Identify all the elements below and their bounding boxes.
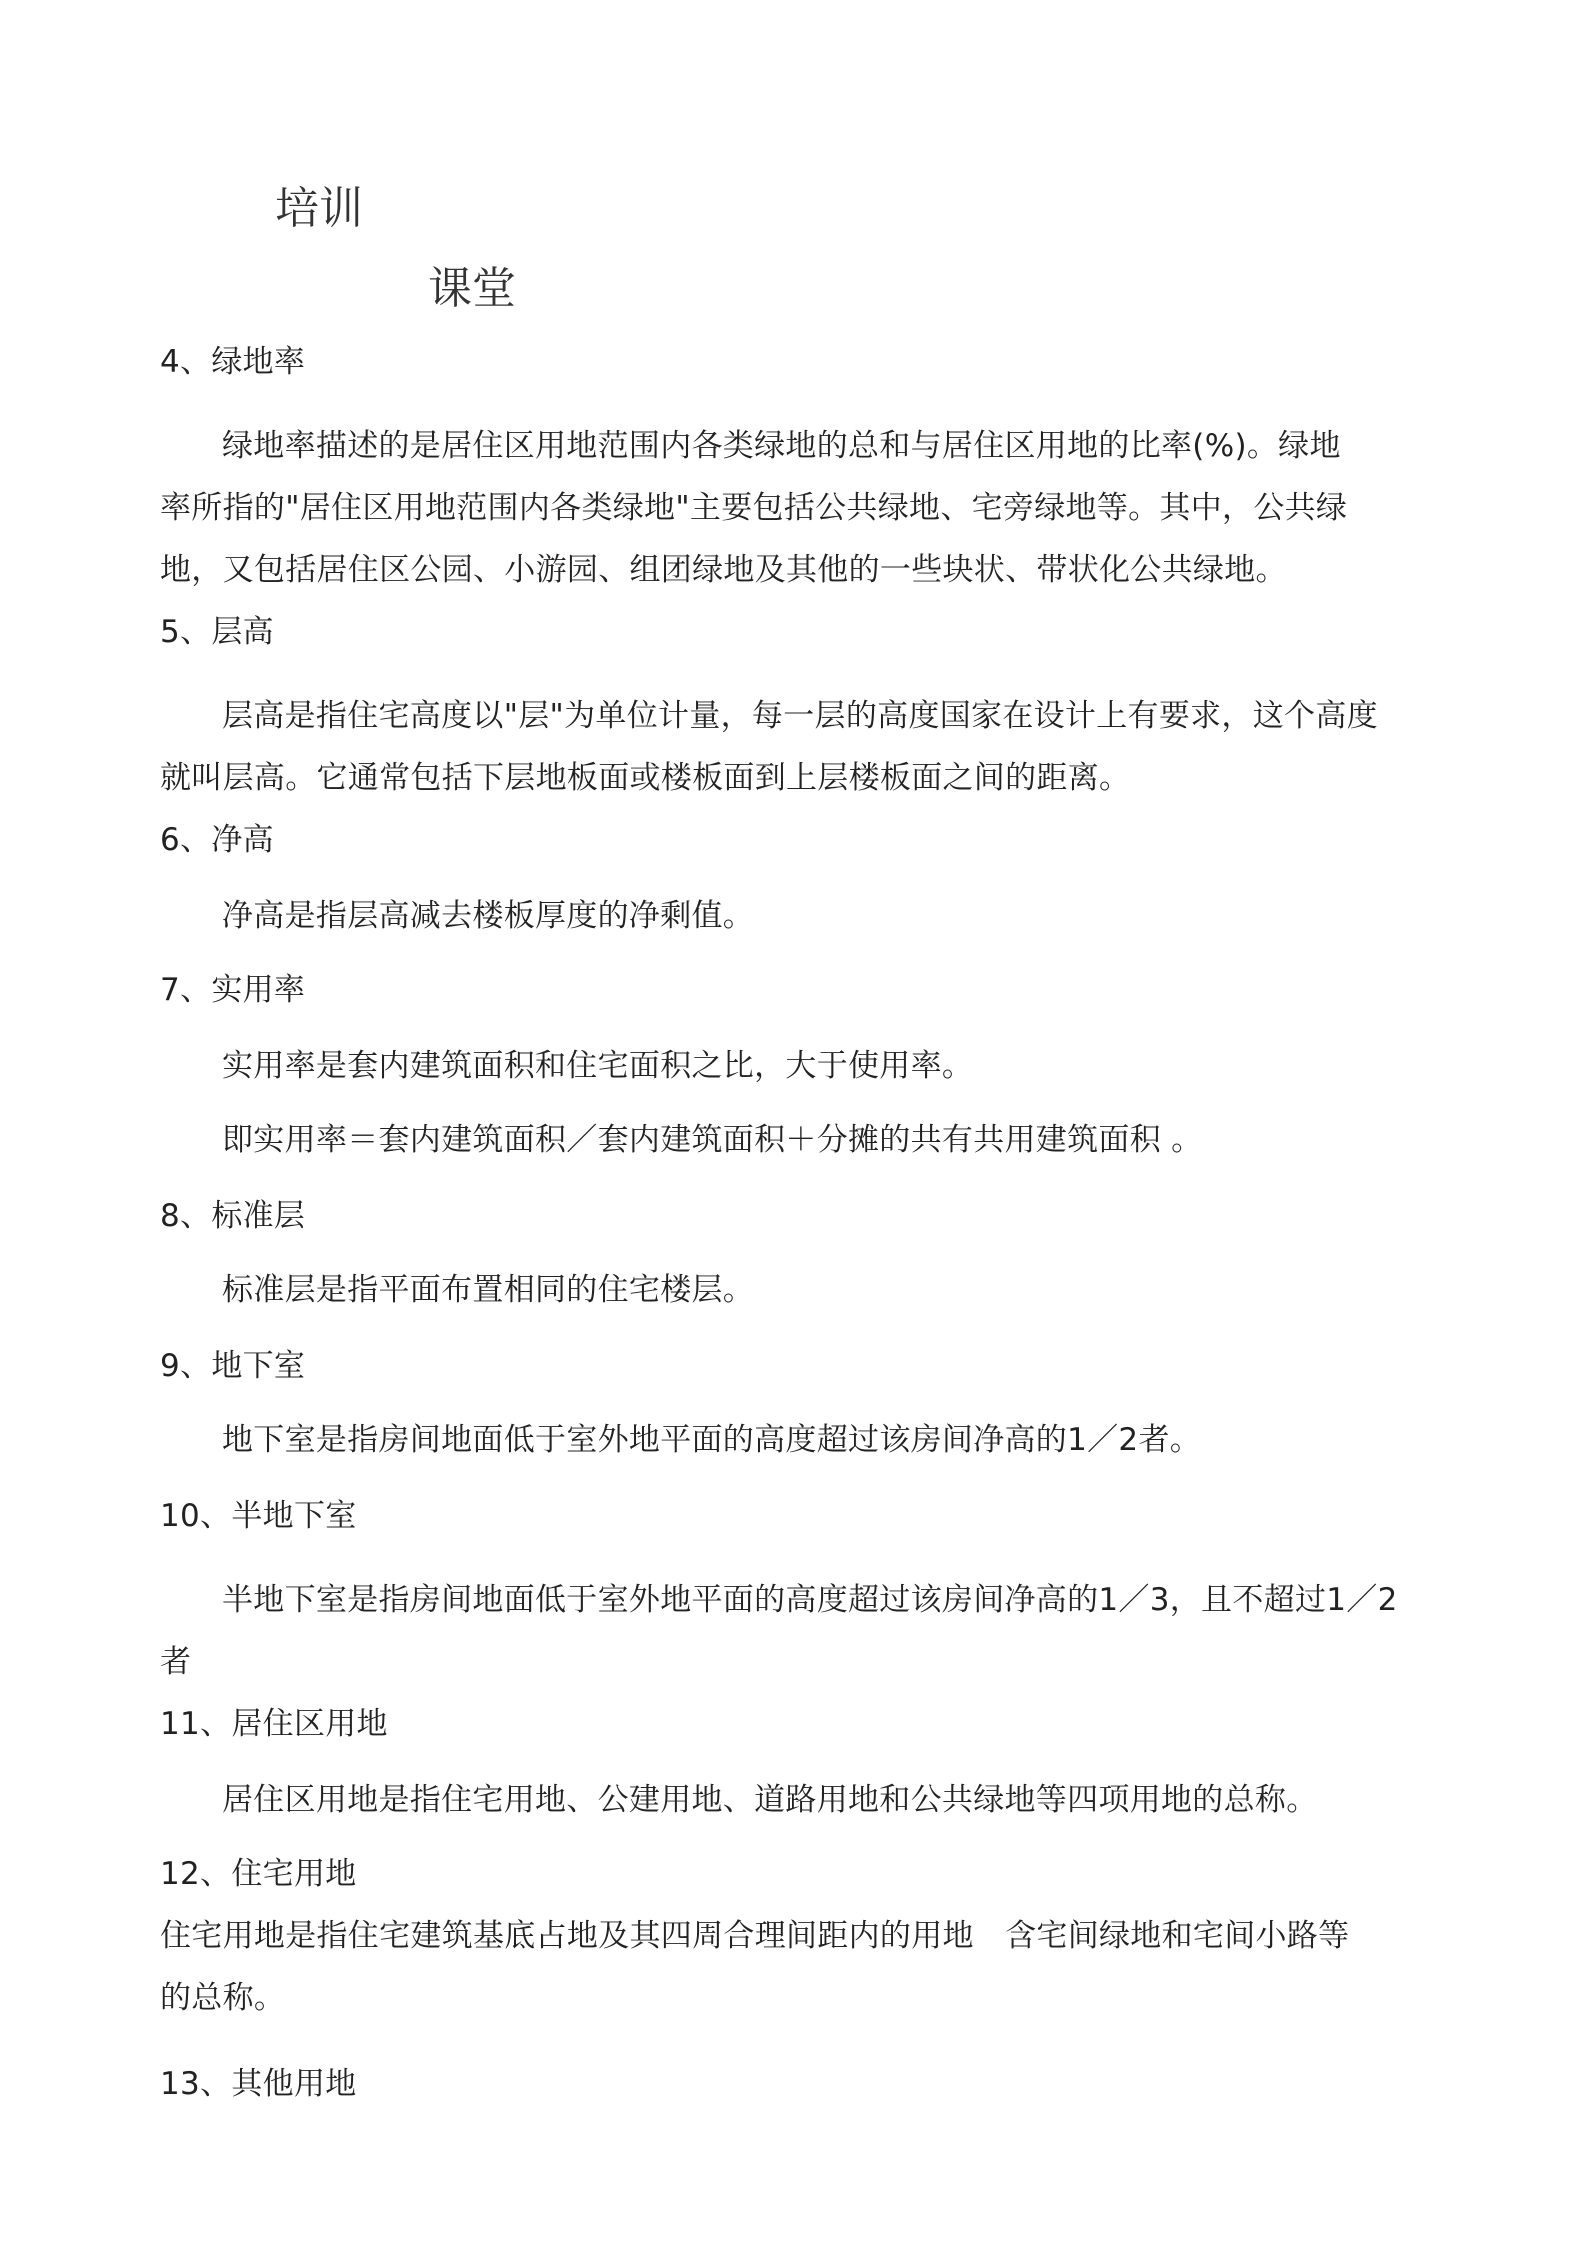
section-heading-10: 10、半地下室 xyxy=(160,1498,357,1534)
section-heading-6: 6、净高 xyxy=(160,822,274,858)
paragraph-line: 居住区用地是指住宅用地、公建用地、道路用地和公共绿地等四项用地的总称。 xyxy=(222,1782,1318,1818)
section-heading-13: 13、其他用地 xyxy=(160,2066,357,2102)
paragraph-line: 率所指的"居住区用地范围内各类绿地"主要包括公共绿地、宅旁绿地等。其中，公共绿 xyxy=(160,490,1348,526)
paragraph-line: 的总称。 xyxy=(160,1980,286,2016)
section-heading-5: 5、层高 xyxy=(160,614,274,650)
paragraph-line: 就叫层高。它通常包括下层地板面或楼板面到上层楼板面之间的距离。 xyxy=(160,760,1131,796)
paragraph-line: 实用率是套内建筑面积和住宅面积之比，大于使用率。 xyxy=(222,1048,974,1084)
section-heading-12: 12、住宅用地 xyxy=(160,1856,357,1892)
header-title-line2: 课堂 xyxy=(428,263,516,314)
section-heading-9: 9、地下室 xyxy=(160,1348,306,1384)
paragraph-line: 层高是指住宅高度以"层"为单位计量，每一层的高度国家在设计上有要求，这个高度 xyxy=(222,698,1378,734)
section-heading-7: 7、实用率 xyxy=(160,972,306,1008)
paragraph-line: 绿地率描述的是居住区用地范围内各类绿地的总和与居住区用地的比率(%)。绿地 xyxy=(222,428,1341,464)
section-heading-4: 4、绿地率 xyxy=(160,344,306,380)
paragraph-line: 者 xyxy=(160,1644,192,1680)
paragraph-line: 地，又包括居住区公园、小游园、组团绿地及其他的一些块状、带状化公共绿地。 xyxy=(160,552,1287,588)
paragraph-line: 即实用率＝套内建筑面积／套内建筑面积＋分摊的共有共用建筑面积 。 xyxy=(222,1122,1203,1158)
paragraph-line: 净高是指层高减去楼板厚度的净剩值。 xyxy=(222,898,755,934)
section-heading-8: 8、标准层 xyxy=(160,1198,306,1234)
paragraph-line: 标准层是指平面布置相同的住宅楼层。 xyxy=(222,1272,755,1308)
paragraph-line: 住宅用地是指住宅建筑基底占地及其四周合理间距内的用地 含宅间绿地和宅间小路等 xyxy=(160,1918,1350,1954)
paragraph-line: 地下室是指房间地面低于室外地平面的高度超过该房间净高的1／2者。 xyxy=(222,1422,1202,1458)
section-heading-11: 11、居住区用地 xyxy=(160,1706,388,1742)
header-title-line1: 培训 xyxy=(275,183,363,234)
paragraph-line: 半地下室是指房间地面低于室外地平面的高度超过该房间净高的1／3，且不超过1／2 xyxy=(222,1582,1398,1618)
